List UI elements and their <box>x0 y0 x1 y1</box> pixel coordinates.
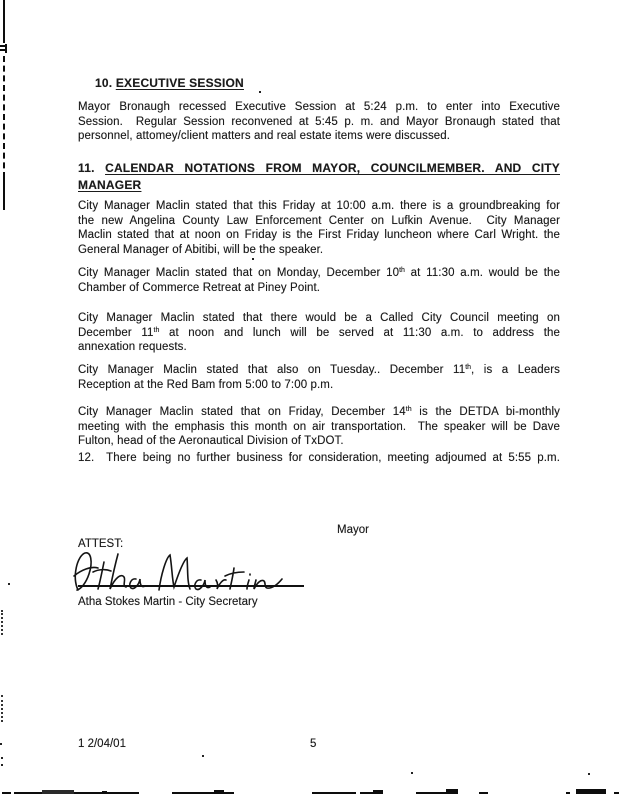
scan-artifact-bottom-9 <box>373 790 383 794</box>
footer-date: 1 2/04/01 <box>78 738 126 750</box>
attest-label: ATTEST: <box>78 538 124 550</box>
paragraph-leaders-reception: City Manager Maclin stated that also on Tuesday.. December 11th, is a Leaders Reception at the Red Bam from 5:00 to 7:00 p.m. <box>78 364 560 391</box>
scan-speck-7 <box>202 755 204 757</box>
paragraph-called-meeting: City Manager Maclin stated that there would be a Called City Council meeting on December 11th at noon and lunch will be served at 11:30 a.m. to address the annexation requests. <box>78 312 560 353</box>
heading-executive-session: 10. EXECUTIVE SESSION <box>95 76 244 90</box>
scan-speck-1 <box>8 583 10 585</box>
item-adjournment: 12. There being no further business for consideration, meeting adjoumed at 5:55 p.m. <box>78 452 560 464</box>
footer-page-number: 5 <box>310 738 317 750</box>
scan-speck-4 <box>1 764 3 766</box>
scan-artifact-bottom-10 <box>416 792 446 794</box>
scan-artifact-bottom-1 <box>2 792 11 794</box>
scan-artifact-left-line-bottom <box>3 178 5 210</box>
heading-calendar-notations: 11. CALENDAR NOTATIONS FROM MAYOR, COUNCILMEMBER. AND CITY MANAGER <box>78 161 560 192</box>
mayor-label: Mayor <box>337 524 369 536</box>
scan-artifact-left-dots-2 <box>1 695 3 722</box>
scan-artifact-bottom-5 <box>172 792 234 794</box>
signature-image <box>64 545 299 597</box>
scan-artifact-bottom-14 <box>576 789 606 794</box>
scan-speck-8 <box>588 773 590 775</box>
scan-artifact-bottom-7 <box>312 792 356 794</box>
scan-artifact-bottom-11 <box>446 789 458 794</box>
scan-artifact-left-line-top <box>3 0 5 43</box>
scan-artifact-left-dashed-line <box>3 56 5 178</box>
signature-line <box>78 585 304 587</box>
scan-artifact-left-dots-1 <box>1 610 3 635</box>
scan-artifact-bottom-13 <box>566 792 570 794</box>
scan-artifact-bottom-15 <box>614 792 619 794</box>
scan-artifact-bottom-2 <box>14 792 139 794</box>
paragraph-executive-session: Mayor Bronaugh recessed Executive Session at 5:24 p.m. to enter into Executive Session. Regular Session reconvened at 5:45 p. m. and Mayor Bronaugh stated that personnel, attomey/client matters and real estate items were discussed. <box>78 101 560 142</box>
scan-artifact-bottom-3 <box>42 790 74 794</box>
scan-artifact-bottom-6 <box>214 790 224 793</box>
scan-speck-9 <box>411 772 413 774</box>
paragraph-chamber-retreat: City Manager Maclin stated that on Monday, December 10th at 11:30 a.m. would be the Chamber of Commerce Retreat at Piney Point. <box>78 267 560 294</box>
scan-speck-5 <box>259 91 261 93</box>
paragraph-groundbreaking: City Manager Maclin stated that this Friday at 10:00 a.m. there is a groundbreaking for the new Angelina County Law Enforcement Center on Lufkin Avenue. City Manager Maclin stated that at noon on Friday is the First Friday luncheon where Carl Wright. the General Manager of Abitibi, will be the speaker. <box>78 200 560 256</box>
signature-name: Atha Stokes Martin - City Secretary <box>78 596 258 608</box>
scan-artifact-bottom-4 <box>102 791 107 794</box>
scan-speck-3 <box>1 757 3 759</box>
scan-artifact-bottom-12 <box>479 792 488 794</box>
scan-speck-6 <box>252 258 254 260</box>
scan-speck-2 <box>0 743 2 745</box>
scan-artifact-left-tick-3 <box>5 44 7 53</box>
paragraph-detda-meeting: City Manager Maclin stated that on Friday, December 14th is the DETDA bi-monthly meeting with the emphasis this month on air transportation. The speaker will be Dave Fulton, head of the Aeronautical Division of TxDOT. <box>78 406 560 447</box>
